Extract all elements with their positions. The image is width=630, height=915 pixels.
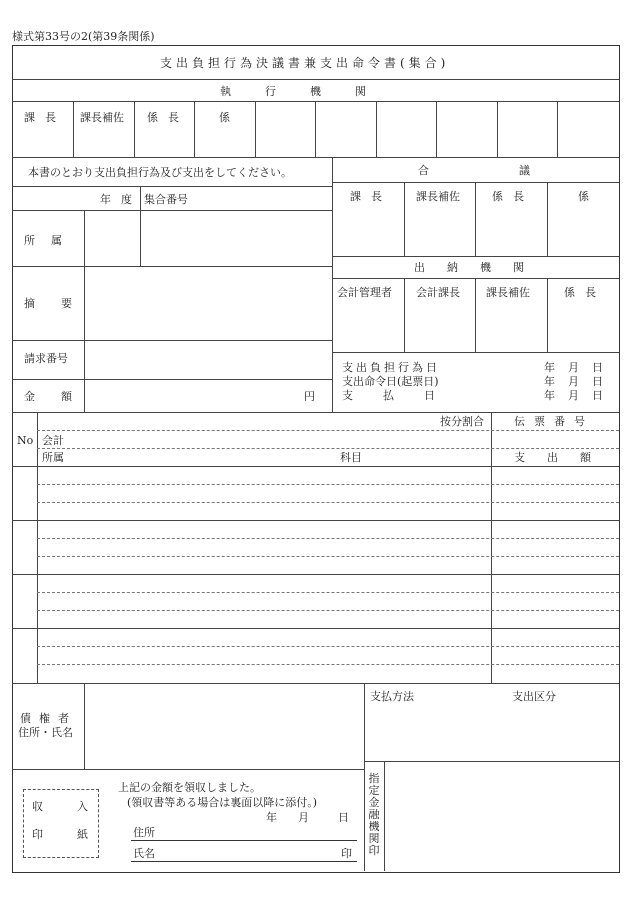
receipt-address-label: 住所 — [133, 826, 155, 839]
consultation-position-kakaricho: 係長 — [492, 190, 534, 203]
date-label-burden-act: 支出負担行為日 — [342, 361, 440, 374]
payment-method-label: 支払方法 — [370, 690, 414, 703]
receipt-text: 上記の金額を領収しました。 — [118, 781, 261, 794]
date-year-0: 年 — [544, 361, 555, 374]
department-label: 所属 — [24, 234, 78, 247]
fiscal-year-label: 年度 — [100, 193, 142, 206]
executing-position-kacho: 課長 — [24, 111, 66, 124]
receipt-note: (領収書等ある場合は裏面以降に添付。) — [127, 796, 318, 809]
account-label: 会計 — [42, 434, 64, 447]
expenditure-label: 支出額 — [514, 451, 613, 464]
invoice-number-label: 請求番号 — [24, 352, 68, 365]
date-year-1: 年 — [544, 375, 555, 388]
receipt-name-label: 氏名 — [133, 847, 155, 860]
consultation-position-kacho-hosa: 課長補佐 — [416, 190, 460, 203]
date-year-2: 年 — [544, 389, 555, 402]
executing-position-kakari: 係 — [219, 111, 230, 124]
detail-department-label: 所属 — [42, 451, 64, 464]
date-label-payment: 支払日 — [342, 389, 465, 402]
date-month-1: 月 — [568, 375, 579, 388]
summary-label: 摘要 — [24, 297, 98, 310]
receipt-date-year: 年 — [266, 811, 277, 824]
form-title: 支出負担行為決議書兼支出命令書(集合) — [160, 56, 450, 70]
date-month-0: 月 — [568, 361, 579, 374]
amount-label: 金額 — [24, 390, 98, 403]
payment-category-label: 支出区分 — [512, 690, 556, 703]
creditor-label: 債権者 — [20, 712, 77, 725]
consultation-position-kacho: 課長 — [350, 190, 392, 203]
treasury-position-kacho-hosa: 課長補佐 — [486, 286, 530, 299]
receipt-date-month: 月 — [298, 811, 309, 824]
date-label-order: 支出命令日(起票日) — [342, 375, 439, 388]
subject-label: 科目 — [340, 451, 362, 464]
request-text: 本書のとおり支出負担行為及び支出をしてください。 — [28, 166, 292, 179]
allocation-ratio-label: 按分割合 — [440, 415, 484, 428]
revenue-stamp-label-2: 印紙 — [32, 828, 122, 841]
executing-agency-header: 執行機関 — [220, 85, 400, 98]
designated-bank-seal-label: 指定金融機関印 — [368, 772, 380, 857]
consultation-header: 合議 — [418, 164, 620, 177]
receipt-date-day: 日 — [338, 811, 349, 824]
date-day-1: 日 — [592, 375, 603, 388]
treasury-position-accounting-chief: 会計課長 — [416, 286, 460, 299]
receipt-seal-label: 印 — [341, 847, 352, 860]
no-label: No — [17, 434, 34, 447]
treasury-position-accounting-manager: 会計管理者 — [337, 286, 392, 299]
consultation-position-kakari: 係 — [578, 190, 589, 203]
form-number: 様式第33号の2(第39条関係) — [12, 30, 155, 43]
creditor-address-name-label: 住所・氏名 — [18, 726, 73, 739]
date-day-0: 日 — [592, 361, 603, 374]
revenue-stamp-label-1: 収入 — [32, 800, 122, 813]
executing-position-kakaricho: 係長 — [147, 111, 189, 124]
executing-position-kacho-hosa: 課長補佐 — [80, 111, 124, 124]
collective-number-label: 集合番号 — [144, 193, 188, 206]
date-day-2: 日 — [592, 389, 603, 402]
treasury-position-kakaricho: 係長 — [564, 286, 606, 299]
yen-unit: 円 — [304, 390, 315, 403]
voucher-number-label: 伝票番号 — [514, 415, 594, 428]
treasury-header: 出納機関 — [414, 261, 546, 274]
date-month-2: 月 — [568, 389, 579, 402]
